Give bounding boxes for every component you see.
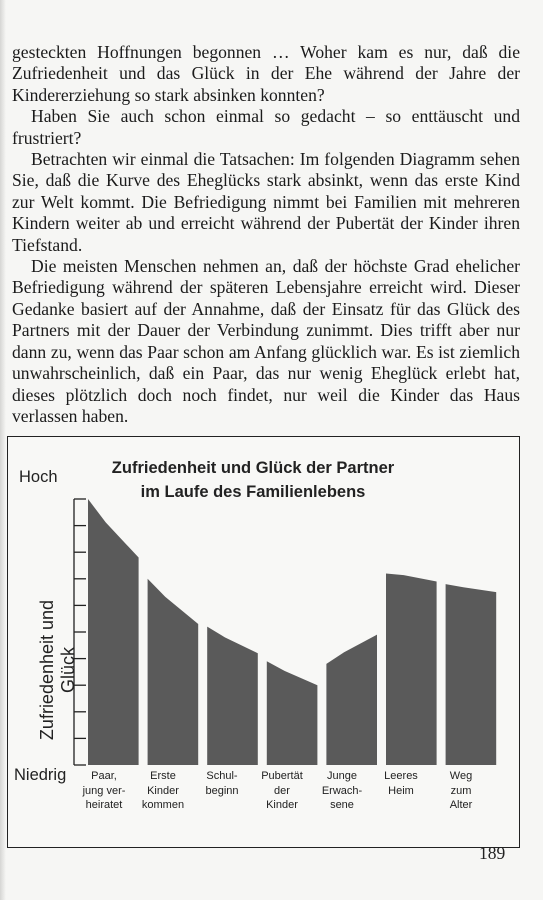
category-label: Weg zum Alter [449,770,473,811]
paragraph-1: gesteckten Hoffnungen begonnen … Woher kam es nur, daß die Zufriedenheit und das Glück in der Ehe während der Jahre der Kindererziehung so stark absinken konnten? [12,42,520,105]
y-label-low: Niedrig [14,766,67,784]
category-label: Paar, jung ver- heiratet [82,770,126,811]
category-label: Schul- beginn [205,770,239,797]
paragraph-4: Die meisten Menschen nehmen an, daß der höchste Grad ehelicher Befriedigung während der späteren Lebensjahre erreicht wird. Dieser Gedanke basiert auf der Annahme, daß der Einsatz für das Glück des Partners mit der Dauer der Verbindung zunimmt. Dies trifft aber nur dann zu, wenn das Paar schon am Anfang glücklich war. Es ist ziemlich unwahrscheinlich, daß ein Paar, das nur wenig Eheglück erlebt hat, dieses plötzlich doch noch findet, nur weil die Kinder das Haus verlassen haben. [12,256,520,426]
chart-segment-7 [446,584,497,765]
chart-segment-4 [267,661,318,765]
chart-frame [7,436,520,848]
chart-segment-5 [326,635,377,765]
paragraph-3: Betrachten wir einmal die Tatsachen: Im folgenden Diagramm sehen Sie, daß die Kurve des Eheglücks stark absinkt, wenn das erste Kind zur Welt kommt. Die Befriedigung nimmt bei Familien mit mehreren Kindern weiter ab und erreicht während der Pubertät der Kinder ihren Tiefstand. [12,149,520,255]
paragraph-2: Haben Sie auch schon einmal so gedacht – so enttäuscht und frustriert? [12,106,520,148]
chart-title-line-2: im Laufe des Familienlebens [140,483,366,501]
page-edge-shadow [0,0,6,900]
chart-title [88,456,418,504]
chart-segment-6 [386,573,437,765]
chart-segment-3 [207,627,258,765]
chart-segment-1 [88,499,139,765]
y-label-high: Hoch [19,468,58,486]
chart-title-line-1: Zufriedenheit und Glück der Partner [111,459,395,477]
page-number: 189 [479,843,506,863]
category-label: Pubertät der Kinder [261,770,303,811]
category-label: Erste Kinder kommen [141,770,185,811]
body-text [12,42,520,427]
y-axis-label: Zufriedenheit und Glück [37,599,78,741]
chart-segment-2 [148,579,199,765]
category-label: Junge Erwach- sene [321,770,363,811]
category-label: Leeres Heim [384,770,418,797]
